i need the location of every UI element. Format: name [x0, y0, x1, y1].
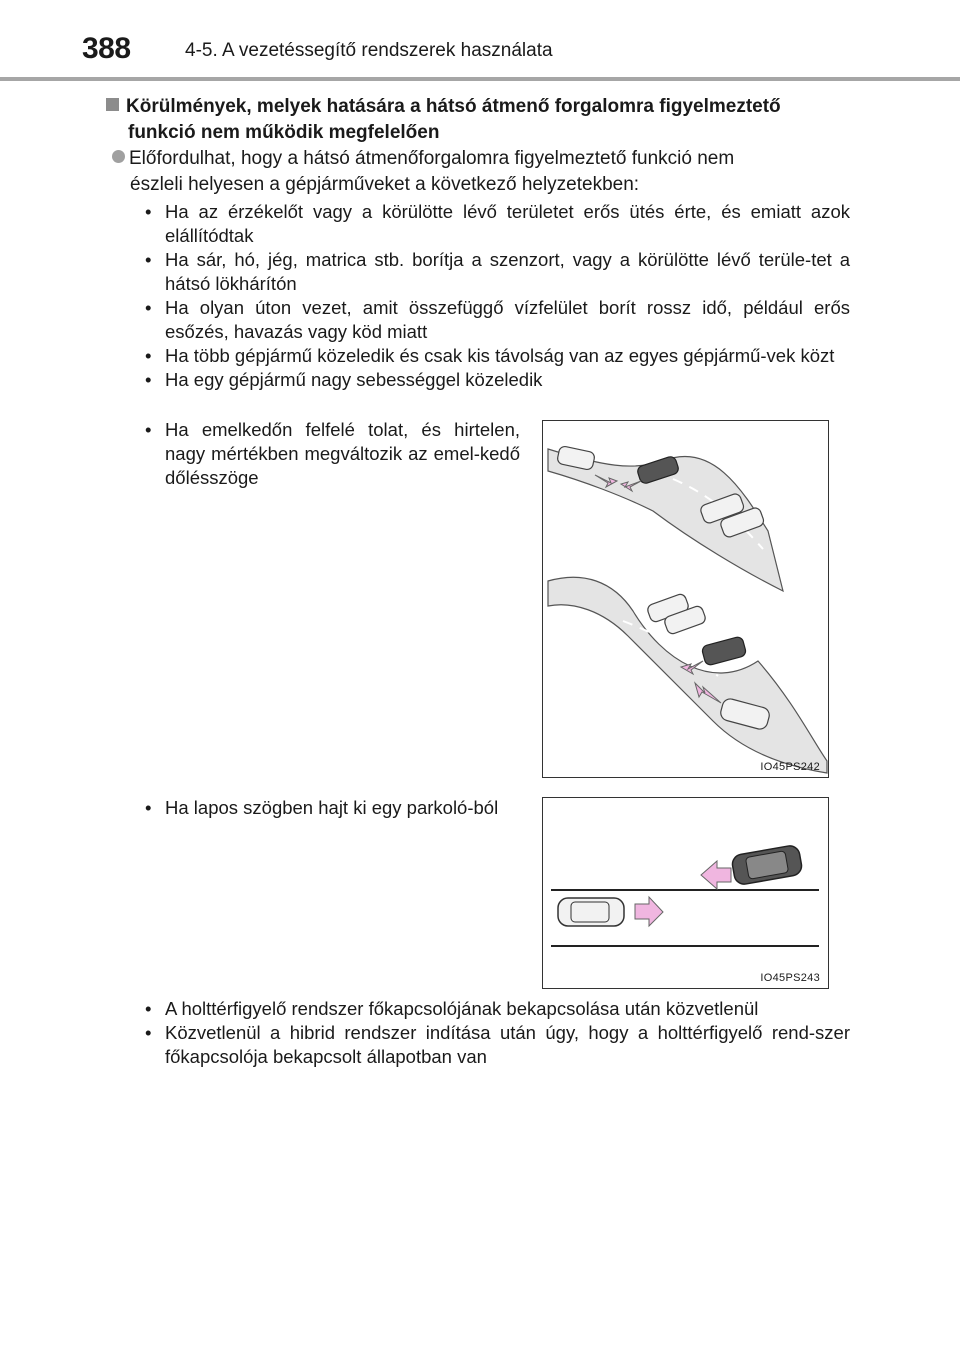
intro-line-1: Előfordulhat, hogy a hátsó átmenőforgalomra figyelmeztető funkció nem — [129, 148, 735, 169]
figure1-caption — [145, 418, 520, 490]
intro-line-2: észleli helyesen a gépjárműveket a következő helyzetekben: — [130, 174, 640, 195]
header-rule — [0, 77, 960, 81]
list-item: • Ha egy gépjármű nagy sebességgel közeledik — [145, 368, 850, 392]
arrow-icon — [701, 861, 731, 889]
heading-line-1: Körülmények, melyek hatására a hátsó átmenő forgalomra figyelmeztető — [126, 96, 781, 117]
figure-code: IO45PS243 — [760, 972, 820, 984]
list-item: • Ha több gépjármű közeledik és csak kis távolság van az egyes gépjármű-vek közt — [145, 344, 850, 368]
list-item: • Ha lapos szögben hajt ki egy parkoló-ból — [145, 796, 520, 820]
list-item: • Közvetlenül a hibrid rendszer indítása után úgy, hogy a holttérfigyelő rend-szer főkapcsolója bekapcsolt állapotban van — [145, 1021, 850, 1069]
car-icon — [731, 844, 803, 885]
list-item: • A holttérfigyelő rendszer főkapcsolójának bekapcsolása után közvetlenül — [145, 997, 850, 1021]
list-item: • Ha az érzékelőt vagy a körülötte lévő területet erős ütés érte, és emiatt azok elállítódtak — [145, 200, 850, 248]
chapter-title: 4-5. A vezetéssegítő rendszerek használata — [185, 40, 553, 61]
figure2-caption — [145, 796, 520, 820]
heading-line-2: funkció nem működik megfelelően — [128, 122, 440, 143]
section-heading — [106, 94, 866, 146]
figure-code: IO45PS242 — [760, 761, 820, 773]
car-icon — [558, 898, 624, 926]
list-item: • Ha emelkedőn felfelé tolat, és hirtelen, nagy mértékben megváltozik az emel-kedő dőlésszöge — [145, 418, 520, 490]
arrow-icon — [635, 897, 663, 926]
list-item: • Ha olyan úton vezet, amit összefüggő vízfelület borít rossz idő, például erős esőzés, havazás vagy köd miatt — [145, 296, 850, 344]
square-bullet-icon — [106, 98, 119, 111]
parking-illustration — [543, 798, 828, 988]
list-item: • Ha sár, hó, jég, matrica stb. borítja a szenzort, vagy a körülötte lévő terüle-tet a hátsó lökhárítón — [145, 248, 850, 296]
condition-list — [145, 200, 850, 392]
final-condition-list — [145, 997, 850, 1069]
intro-paragraph — [112, 146, 857, 198]
car-icon — [701, 636, 747, 666]
page-number: 388 — [82, 32, 131, 65]
slope-illustration — [543, 421, 828, 777]
figure-parking — [542, 797, 829, 989]
circle-bullet-icon — [112, 150, 125, 163]
figure-slope — [542, 420, 829, 778]
